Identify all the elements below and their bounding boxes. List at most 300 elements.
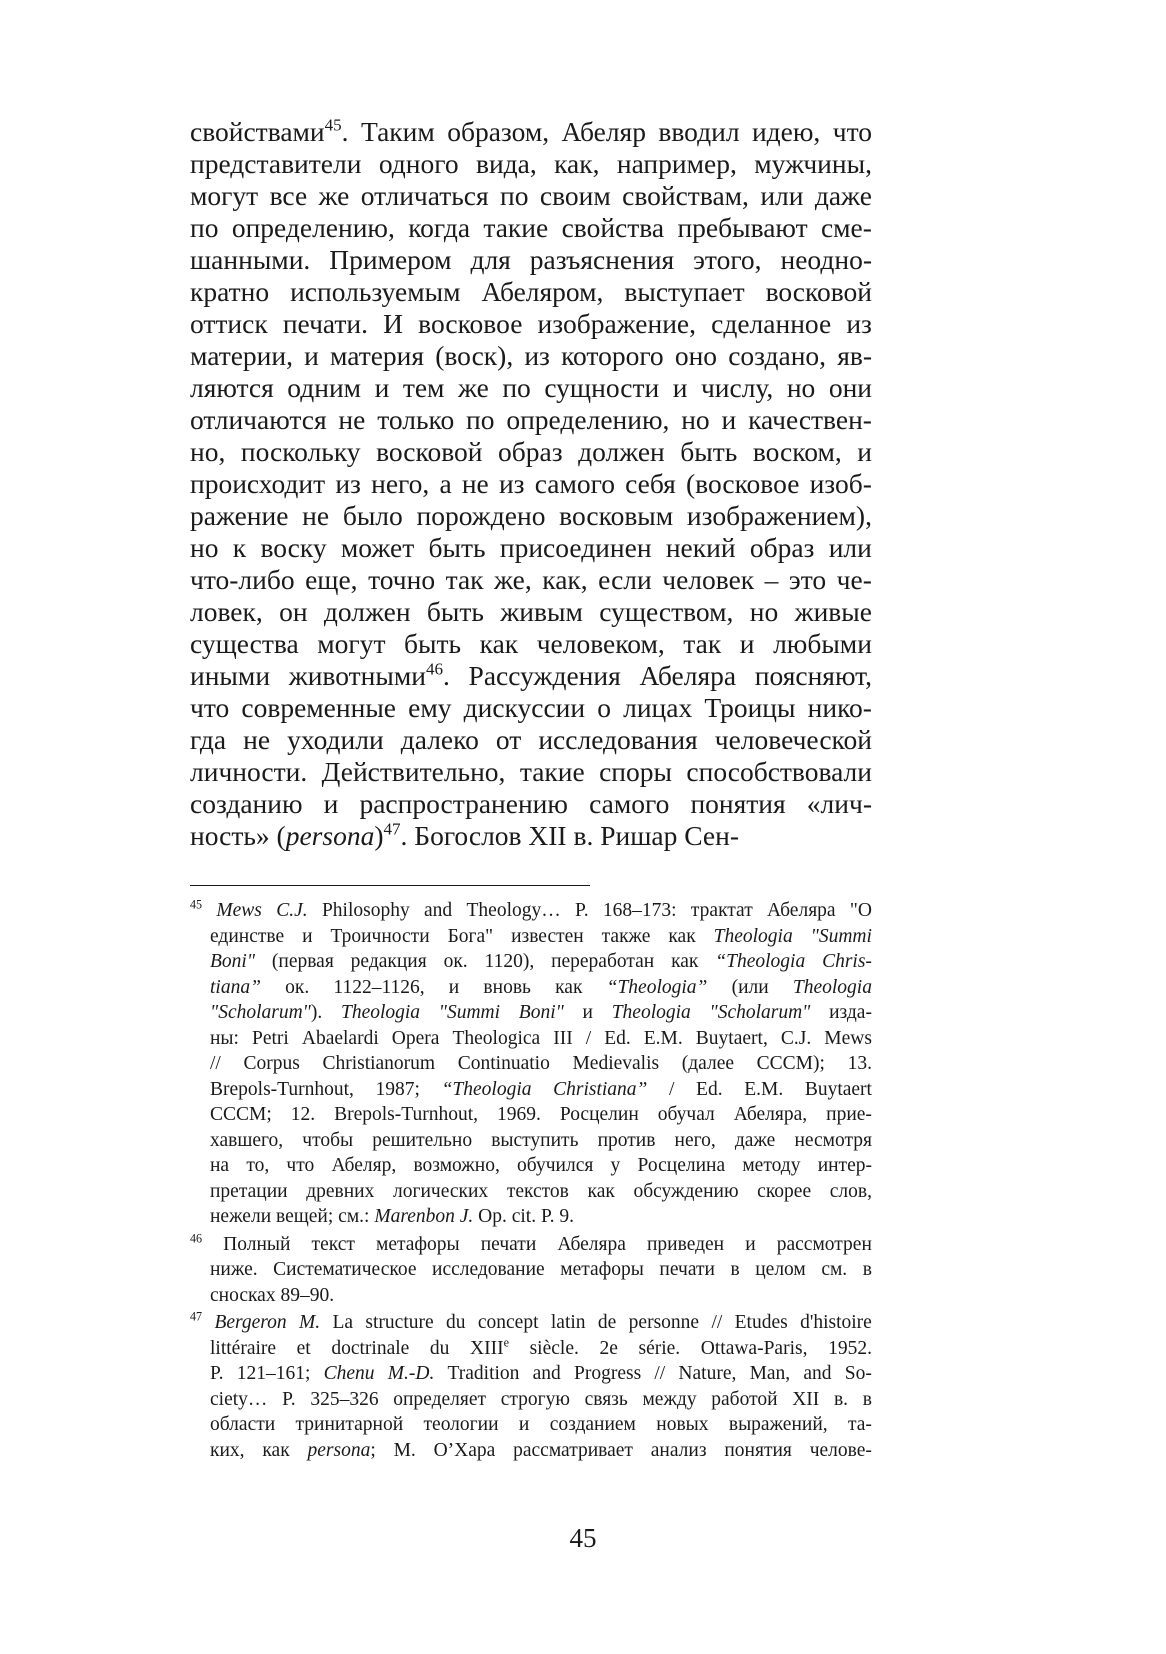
body-line: [190, 660, 872, 692]
word: [485, 949, 535, 975]
word: [538, 308, 696, 340]
word: [190, 276, 269, 308]
text-run: ему: [408, 692, 452, 723]
word: [296, 1412, 404, 1438]
word: [306, 1179, 374, 1205]
text-run: (восковое: [686, 468, 800, 499]
word: [686, 756, 872, 788]
text-run: свойствами: [190, 116, 325, 147]
text-run: XII: [792, 1388, 820, 1410]
text-run: Petri: [252, 1027, 289, 1049]
word: [361, 116, 435, 148]
word: [821, 1257, 847, 1283]
word: [272, 949, 334, 975]
text-run: в.: [833, 1388, 849, 1410]
text-run: Примером: [329, 244, 452, 275]
text-run: по: [500, 180, 529, 211]
word: [237, 1361, 311, 1387]
text-run: быть: [680, 436, 738, 467]
word: [803, 1361, 831, 1387]
text-run: P.: [210, 1363, 224, 1384]
word: [260, 532, 326, 564]
text-run: и: [745, 1233, 756, 1255]
text-run: от: [495, 724, 522, 755]
word: [424, 1412, 499, 1438]
text-run: но: [190, 532, 219, 563]
word: [750, 532, 815, 564]
text-run: в.: [573, 820, 594, 851]
word: [210, 1257, 258, 1283]
body-line: [190, 436, 872, 468]
word: [829, 532, 872, 564]
text-run: печати: [480, 1233, 537, 1255]
word: [480, 628, 519, 660]
word: [748, 404, 872, 436]
word: [404, 628, 461, 660]
word: [666, 532, 736, 564]
word: [611, 1153, 621, 1179]
text-run: же: [457, 372, 489, 403]
word: [401, 724, 479, 756]
text-run: E.M.: [744, 1078, 784, 1100]
text-run: нежели: [210, 1206, 272, 1227]
text-run: сме-: [820, 212, 872, 243]
word: [795, 596, 872, 628]
text-run: одним: [287, 372, 362, 403]
body-line: [190, 212, 872, 244]
text-run: and: [424, 900, 453, 921]
text-run: любыми: [773, 628, 872, 659]
text-run: ляются: [190, 372, 274, 403]
body-line: [190, 756, 872, 788]
text-run: как: [587, 1180, 615, 1202]
text-run: такие: [483, 212, 549, 243]
text-run: определению,: [231, 212, 395, 243]
word: [578, 436, 665, 468]
word: [302, 924, 312, 950]
text-run: 168–173:: [602, 900, 677, 921]
text-run: ражение: [190, 500, 289, 531]
word: [469, 660, 621, 692]
text-run: что: [286, 1155, 315, 1176]
word: [432, 1257, 545, 1283]
text-run: но: [681, 404, 710, 435]
word: [491, 1128, 578, 1154]
text-run: Ed.: [604, 1027, 631, 1049]
text-run: претации: [210, 1180, 288, 1202]
text-run: древних: [306, 1180, 375, 1202]
text-run: а: [439, 468, 452, 499]
text-run: существом,: [599, 596, 734, 627]
footnote-line: [190, 1128, 872, 1154]
italic-text: persona: [285, 820, 375, 851]
text-run: не: [302, 500, 330, 531]
text-run: созданием: [549, 1414, 636, 1435]
word: [680, 436, 737, 468]
text-run: порождено: [416, 500, 546, 531]
word: [273, 1257, 416, 1283]
text-run: вещей;: [276, 1206, 334, 1227]
word: [711, 308, 831, 340]
footnote-line: [190, 898, 872, 924]
word: [376, 1232, 460, 1258]
text-run: ловек,: [190, 596, 263, 627]
text-run: из: [498, 468, 525, 499]
text-run: Полный: [223, 1233, 291, 1255]
word: [583, 1000, 593, 1026]
text-run: и: [857, 436, 872, 467]
text-run: неодно-: [780, 244, 872, 275]
word: [190, 660, 270, 692]
footnote-line: [190, 1257, 872, 1283]
text-run: несмотря: [794, 1129, 872, 1151]
word: [846, 308, 872, 340]
footnote-line: [190, 1310, 872, 1336]
word: [557, 1232, 626, 1258]
text-run: Таким: [360, 116, 435, 147]
text-run: поскольку: [240, 436, 361, 467]
word: [496, 724, 521, 756]
text-run: Рассуждения: [468, 660, 621, 691]
word: [553, 1026, 572, 1052]
text-run: тринитарной: [295, 1414, 404, 1435]
word: [585, 1387, 628, 1413]
text-run: что: [190, 692, 230, 723]
word: [829, 372, 872, 404]
text-run: оно: [674, 340, 718, 371]
word: [322, 1051, 435, 1077]
word: [210, 1026, 239, 1052]
text-run: (: [276, 820, 286, 851]
word: [701, 372, 773, 404]
italic-text: "Summi: [438, 1002, 501, 1023]
word: [341, 1000, 420, 1026]
text-run: слов,: [829, 1180, 872, 1202]
word: [530, 1336, 579, 1362]
text-run: прие-: [826, 1104, 872, 1125]
text-run: И: [383, 308, 404, 339]
word: [210, 1361, 224, 1387]
word: [837, 564, 872, 596]
word: [302, 1026, 379, 1052]
text-run: Абеляром,: [481, 276, 604, 307]
word: [789, 564, 826, 596]
text-run: Ришар: [600, 820, 678, 851]
text-run: выступает: [624, 276, 745, 307]
body-line: [190, 820, 872, 852]
word: [690, 788, 785, 820]
text-run: чтобы: [302, 1129, 354, 1151]
word: [393, 1387, 486, 1413]
text-run: мужчины,: [754, 148, 872, 179]
text-run: Nature,: [678, 1363, 737, 1384]
word: [334, 1102, 478, 1128]
word: [379, 148, 459, 180]
text-run: могут: [317, 628, 386, 659]
word: [190, 180, 258, 212]
body-line: [190, 596, 872, 628]
word: [210, 1387, 267, 1413]
text-run: обучился: [517, 1155, 594, 1176]
word: [715, 949, 805, 975]
word: [435, 340, 513, 372]
main-text: [190, 116, 872, 852]
word: [656, 1412, 708, 1438]
word: [753, 436, 842, 468]
text-run: тем: [402, 372, 445, 403]
word: [190, 724, 226, 756]
word: [683, 628, 721, 660]
word: [714, 924, 793, 950]
word: [282, 1387, 296, 1413]
text-run: ciety…: [210, 1388, 268, 1410]
word: [599, 1336, 617, 1362]
text-run: из: [524, 340, 550, 371]
italic-text: Theologia: [792, 976, 872, 998]
text-run: о: [597, 692, 611, 723]
body-line: [190, 340, 872, 372]
footnote-line: [190, 1204, 872, 1230]
word: [710, 1000, 811, 1026]
word: [805, 1077, 872, 1103]
text-run: образ: [749, 532, 815, 563]
text-run: разъяснения: [529, 244, 675, 275]
text-run: latin: [550, 1312, 586, 1333]
text-run: на: [210, 1155, 230, 1176]
word: [330, 340, 424, 372]
word: [374, 1204, 459, 1230]
word: [715, 724, 872, 756]
text-run: structure: [365, 1312, 434, 1333]
text-run: Абеляра: [639, 660, 737, 691]
word: [376, 436, 482, 468]
word: [446, 1310, 466, 1336]
word: [210, 1000, 322, 1026]
footnote-line: [190, 1153, 872, 1179]
word: [794, 1128, 872, 1154]
italic-text: C.J.: [276, 900, 308, 921]
word: [638, 1153, 726, 1179]
word: [517, 1153, 593, 1179]
text-run: но: [749, 596, 779, 627]
text-run: Ottawa-Paris,: [700, 1337, 808, 1359]
word: [540, 180, 611, 212]
word: [285, 975, 309, 1001]
text-run: из: [335, 468, 361, 499]
text-run: Man,: [749, 1363, 791, 1384]
text-run: ок.: [443, 951, 468, 972]
word: [537, 628, 665, 660]
footnote-line: [190, 1283, 872, 1309]
text-run: личности.: [190, 756, 308, 787]
text-run: ны:: [210, 1027, 239, 1049]
word: [800, 1310, 872, 1336]
word: [497, 1102, 541, 1128]
word: [500, 532, 652, 564]
word: [442, 1077, 532, 1103]
word: [388, 1361, 435, 1387]
text-run: сносках: [210, 1284, 276, 1306]
text-run: как,: [554, 148, 600, 179]
text-run: Theology…: [466, 900, 561, 921]
text-run: понятия: [690, 788, 786, 819]
text-run: могут: [190, 180, 259, 211]
text-run: представители: [190, 148, 362, 179]
text-run: и: [518, 1414, 530, 1435]
word: [535, 468, 615, 500]
text-run: животными: [288, 660, 426, 691]
word: [332, 1310, 353, 1336]
italic-text: tiana”: [210, 976, 261, 998]
word: [822, 949, 872, 975]
text-run: ность»: [190, 820, 270, 851]
text-run: doctrinale: [331, 1337, 410, 1359]
word: [307, 1438, 375, 1464]
word: [598, 1310, 616, 1336]
word: [633, 1179, 738, 1205]
word: [513, 1438, 633, 1464]
word: [830, 1179, 872, 1205]
word: [452, 1026, 540, 1052]
text-run: сущности: [544, 372, 660, 403]
text-run: такие: [519, 756, 585, 787]
word: [647, 1232, 724, 1258]
text-run: ).: [310, 1002, 323, 1023]
text-run: Brepols-Turnhout,: [334, 1104, 479, 1125]
word: [478, 1310, 539, 1336]
text-run: О’Хара: [433, 1439, 496, 1461]
text-run: своим: [539, 180, 611, 211]
word: [599, 756, 672, 788]
footnote-ref: 45: [190, 897, 203, 912]
word: [528, 820, 573, 852]
word: [550, 1412, 636, 1438]
word: [807, 788, 872, 820]
word: [319, 180, 350, 212]
word: [448, 1361, 520, 1387]
word: [302, 1128, 353, 1154]
text-run: по: [190, 212, 219, 243]
word: [780, 244, 872, 276]
word: [511, 924, 584, 950]
word: [190, 596, 263, 628]
word: [740, 628, 755, 660]
word: [317, 628, 385, 660]
word: [210, 1153, 229, 1179]
text-run: La: [332, 1312, 354, 1333]
word: [241, 692, 396, 724]
word: [464, 692, 585, 724]
word: [403, 372, 445, 404]
text-run: единстве: [210, 925, 285, 947]
word: [190, 628, 299, 660]
text-run: вводил: [658, 116, 740, 147]
italic-text: M.: [299, 1312, 321, 1333]
italic-text: “Theologia”: [606, 976, 708, 998]
word: [541, 1204, 559, 1230]
text-run: идею,: [751, 116, 821, 147]
text-run: personne: [628, 1312, 700, 1333]
text-run: Троицы: [704, 692, 796, 723]
word: [524, 340, 550, 372]
text-run: например,: [616, 148, 737, 179]
word: [612, 1000, 691, 1026]
body-line: [190, 692, 872, 724]
word: [287, 724, 384, 756]
text-run: (далее: [681, 1053, 735, 1074]
word: [305, 564, 357, 596]
italic-text: Marenbon: [374, 1206, 455, 1227]
text-run: XIII: [470, 1337, 504, 1359]
word: [190, 372, 274, 404]
word: [283, 308, 368, 340]
word: [470, 244, 510, 276]
word: [333, 975, 424, 1001]
text-run: человек: [662, 564, 755, 595]
word: [434, 1438, 496, 1464]
word: [617, 148, 737, 180]
word: [376, 1077, 420, 1103]
text-run: //: [711, 1312, 723, 1333]
text-run: текстов: [506, 1180, 569, 1202]
text-run: воску: [260, 532, 327, 563]
text-run: образом,: [447, 116, 550, 147]
word: [210, 1128, 283, 1154]
word: [555, 975, 582, 1001]
word: [684, 820, 739, 852]
word: [519, 1412, 529, 1438]
text-run: он: [279, 596, 308, 627]
italic-text: “Theologia: [715, 951, 806, 972]
word: [668, 924, 695, 950]
text-run: же: [318, 180, 350, 211]
text-run: из: [846, 308, 872, 339]
body-line: [190, 500, 872, 532]
footnote-line: [190, 1102, 872, 1128]
word: [210, 1077, 354, 1103]
word: [216, 898, 262, 924]
word: [603, 898, 677, 924]
word: [821, 212, 872, 244]
word: [575, 898, 589, 924]
footnote-ref: 47: [383, 819, 401, 839]
text-run: рассматривает: [513, 1439, 633, 1461]
text-run: Brepols-Turnhout,: [210, 1078, 354, 1100]
word: [687, 500, 872, 532]
italic-text: "Summi: [810, 925, 872, 947]
text-run: уходили: [287, 724, 384, 755]
word: [602, 924, 651, 950]
text-run: Continuatio: [457, 1053, 550, 1074]
word: [766, 276, 872, 308]
word: [673, 372, 688, 404]
text-run: происходит: [190, 468, 326, 499]
text-run: и: [374, 372, 390, 403]
text-run: 89–90.: [280, 1284, 335, 1306]
word: [439, 468, 451, 500]
word: [724, 1438, 792, 1464]
word: [781, 1026, 811, 1052]
word: [639, 660, 736, 692]
text-run: присоединен: [499, 532, 652, 563]
text-run: существа: [190, 628, 299, 659]
word: [312, 1232, 355, 1258]
text-run: споры: [599, 756, 672, 787]
footnote-line: [190, 975, 872, 1001]
text-run: Абеляр,: [331, 1155, 397, 1176]
word: [742, 1153, 800, 1179]
word: [500, 180, 528, 212]
